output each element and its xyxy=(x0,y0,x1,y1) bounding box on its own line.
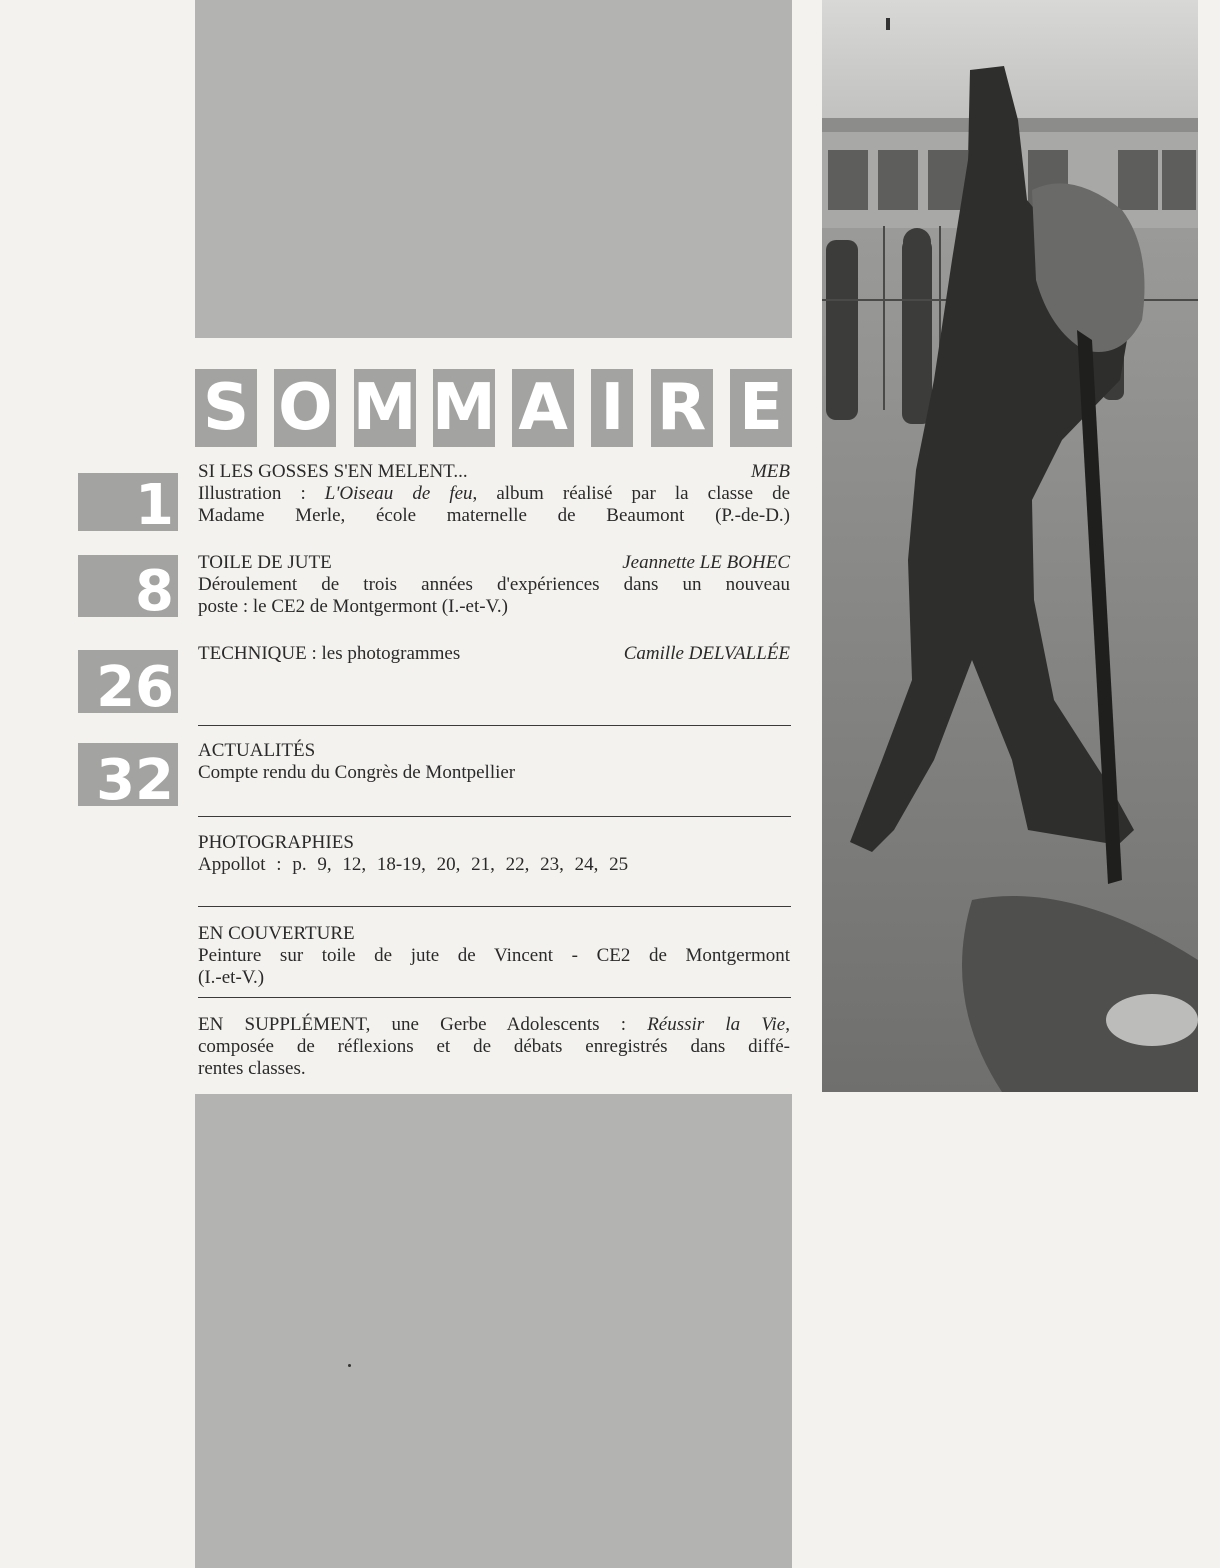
page-number-26: 26 xyxy=(78,650,178,713)
entry-title: SI LES GOSSES S'EN MELENT... xyxy=(198,461,468,482)
photographies-credits: Appollot : p. 9, 12, 18-19, 20, 21, 22, 23, 24, 25 xyxy=(198,854,629,875)
page-number-8: 8 xyxy=(78,555,178,617)
divider xyxy=(198,906,791,907)
supplement-line: composée de réflexions et de débats enregistrés dans diffé- xyxy=(198,1036,790,1057)
entry-author: Camille DELVALLÉE xyxy=(623,643,790,664)
entry-title: TECHNIQUE : les photogrammes xyxy=(198,643,461,664)
title-letter: S xyxy=(195,369,257,447)
entry-author: MEB xyxy=(750,461,790,482)
page-number-1: 1 xyxy=(78,473,178,531)
scan-mark xyxy=(886,18,890,30)
entry-description-line: Illustration : L'Oiseau de feu, album réalisé par la classe de xyxy=(198,483,791,504)
entry-description-line: Compte rendu du Congrès de Montpellier xyxy=(198,762,516,783)
couverture-line: Peinture sur toile de jute de Vincent - CE2 de Montgermont xyxy=(198,945,790,966)
divider xyxy=(198,816,791,817)
title-letter: M xyxy=(352,371,417,445)
entry-description-line: Déroulement de trois années d'expériences dans un nouveau xyxy=(198,574,790,595)
entry-author: Jeannette LE BOHEC xyxy=(622,552,790,573)
title-letter: E xyxy=(730,369,792,447)
section-title: EN COUVERTURE xyxy=(198,923,355,944)
photographies-section xyxy=(198,832,790,876)
section-title: PHOTOGRAPHIES xyxy=(198,832,354,853)
supplement-line: rentes classes. xyxy=(198,1058,306,1079)
entry-title: ACTUALITÉS xyxy=(198,740,316,761)
top-grey-block xyxy=(195,0,792,338)
bottom-grey-block xyxy=(195,1094,792,1568)
title-letter: R xyxy=(651,369,713,447)
title-letter: I xyxy=(591,369,633,447)
entry-title: TOILE DE JUTE xyxy=(198,552,332,573)
divider xyxy=(198,997,791,998)
title-letter: O xyxy=(274,369,336,447)
page-number-32: 32 xyxy=(78,743,178,806)
title-letter: A xyxy=(512,369,574,447)
couverture-line: (I.-et-V.) xyxy=(198,967,265,988)
divider xyxy=(198,725,791,726)
toc-entry-26 xyxy=(198,643,790,665)
supplement-section xyxy=(198,1014,790,1080)
scan-mark xyxy=(348,1364,351,1367)
entry-description-line: poste : le CE2 de Montgermont (I.-et-V.) xyxy=(198,596,508,617)
couverture-section xyxy=(198,923,790,989)
title-letter: M xyxy=(432,371,496,445)
photo-child-playground xyxy=(822,0,1198,1092)
supplement-line: EN SUPPLÉMENT, une Gerbe Adolescents : Réussir la Vie, xyxy=(198,1014,790,1035)
entry-description-line: Madame Merle, école maternelle de Beaumont (P.-de-D.) xyxy=(198,505,790,526)
sommaire-title xyxy=(195,369,792,447)
toc-entry-1 xyxy=(198,461,790,527)
photo-illustration xyxy=(822,0,1198,1092)
toc-entry-32 xyxy=(198,740,790,784)
toc-entry-8 xyxy=(198,552,790,618)
